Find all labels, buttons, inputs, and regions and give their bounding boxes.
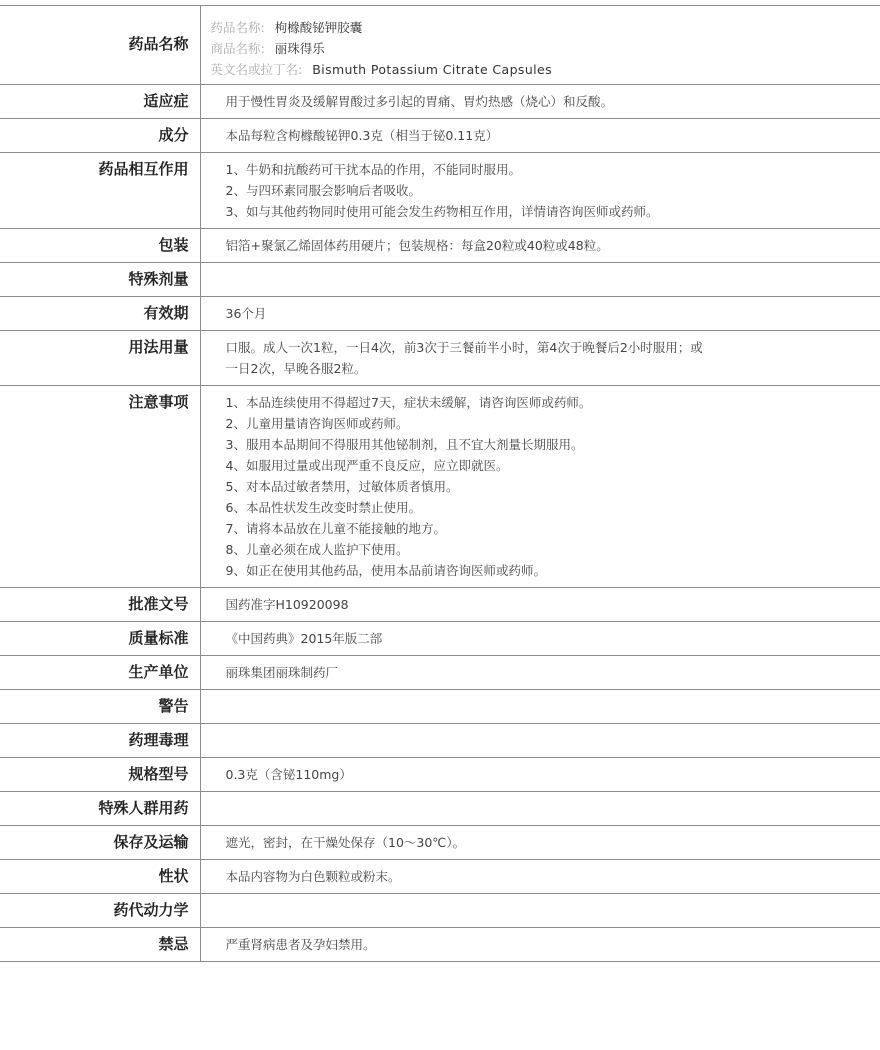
spec-value-line: 铝箔+聚氯乙烯固体药用硬片；包装规格：每盒20粒或40粒或48粒。 (225, 238, 609, 253)
trade-name-row (211, 38, 880, 59)
spec-value-line: 36个月 (225, 306, 267, 321)
spec-label: 特殊人群用药 (0, 792, 200, 826)
spec-row (0, 928, 880, 962)
spec-value-line: 用于慢性胃炎及缓解胃酸过多引起的胃痛、胃灼热感（烧心）和反酸。 (225, 94, 614, 109)
spec-label: 药理毒理 (0, 724, 200, 758)
spec-row (0, 758, 880, 792)
spec-row (0, 656, 880, 690)
spec-row (0, 690, 880, 724)
spec-value-line: 3、如与其他药物同时使用可能会发生药物相互作用，详情请咨询医师或药师。 (225, 204, 659, 219)
spec-value-line: 口服。成人一次1粒，一日4次，前3次于三餐前半小时，第4次于晚餐后2小时服用；或 (225, 340, 703, 355)
spec-value-line: 2、儿童用量请咨询医师或药师。 (225, 416, 409, 431)
english-name-value: Bismuth Potassium Citrate Capsules (312, 62, 553, 77)
spec-value (200, 331, 880, 386)
spec-row-drug-name (0, 6, 880, 85)
drug-spec-table-body (0, 6, 880, 962)
spec-label: 质量标准 (0, 622, 200, 656)
spec-value (200, 85, 880, 119)
english-name-row (211, 59, 880, 80)
spec-label: 用法用量 (0, 331, 200, 386)
spec-value (200, 622, 880, 656)
spec-value-line: 9、如正在使用其他药品，使用本品前请咨询医师或药师。 (225, 563, 546, 578)
spec-label: 成分 (0, 119, 200, 153)
spec-value-line: 本品每粒含枸橼酸铋钾0.3克（相当于铋0.11克） (225, 128, 499, 143)
spec-label: 保存及运输 (0, 826, 200, 860)
spec-row (0, 85, 880, 119)
spec-label: 有效期 (0, 297, 200, 331)
spec-label: 特殊剂量 (0, 263, 200, 297)
spec-value (200, 826, 880, 860)
spec-value-line: 0.3克（含铋110mg） (225, 767, 352, 782)
english-name-key: 英文名或拉丁名: (210, 62, 303, 77)
spec-row (0, 792, 880, 826)
spec-value-line: 2、与四环素同服会影响后者吸收。 (225, 183, 421, 198)
spec-value-line: 4、如服用过量或出现严重不良反应，应立即就医。 (225, 458, 509, 473)
spec-value (200, 297, 880, 331)
spec-value-empty (226, 696, 880, 717)
spec-label: 警告 (0, 690, 200, 724)
drug-spec-table (0, 5, 880, 962)
spec-value (200, 792, 880, 826)
spec-row (0, 263, 880, 297)
spec-value (200, 153, 880, 229)
spec-value (200, 724, 880, 758)
spec-row (0, 860, 880, 894)
spec-value-line: 1、本品连续使用不得超过7天，症状未缓解，请咨询医师或药师。 (225, 395, 592, 410)
spec-value-empty (226, 798, 880, 819)
spec-value-line: 1、牛奶和抗酸药可干扰本品的作用，不能同时服用。 (225, 162, 521, 177)
spec-row (0, 894, 880, 928)
spec-value (200, 386, 880, 588)
spec-value-line: 5、对本品过敏者禁用，过敏体质者慎用。 (225, 479, 459, 494)
drug-name-block (200, 6, 880, 85)
spec-label: 药品相互作用 (0, 153, 200, 229)
spec-value-line: 7、请将本品放在儿童不能接触的地方。 (225, 521, 446, 536)
spec-label: 适应症 (0, 85, 200, 119)
spec-value (200, 588, 880, 622)
spec-value-line: 8、儿童必须在成人监护下使用。 (225, 542, 409, 557)
spec-row (0, 153, 880, 229)
spec-label: 批准文号 (0, 588, 200, 622)
spec-value (200, 263, 880, 297)
spec-value (200, 860, 880, 894)
spec-label: 包装 (0, 229, 200, 263)
spec-row (0, 297, 880, 331)
generic-name-value: 枸橼酸铋钾胶囊 (274, 20, 363, 35)
spec-label-drug-name: 药品名称 (0, 6, 200, 85)
spec-value (200, 894, 880, 928)
spec-row (0, 724, 880, 758)
spec-row (0, 229, 880, 263)
spec-value-empty (226, 900, 880, 921)
spec-label: 注意事项 (0, 386, 200, 588)
spec-value (200, 656, 880, 690)
spec-label: 生产单位 (0, 656, 200, 690)
spec-value (200, 690, 880, 724)
spec-value-line: 丽珠集团丽珠制药厂 (225, 665, 339, 680)
spec-row (0, 386, 880, 588)
spec-value-line: 一日2次，早晚各服2粒。 (225, 361, 367, 376)
spec-value (200, 119, 880, 153)
generic-name-key: 药品名称: (210, 20, 265, 35)
spec-label: 性状 (0, 860, 200, 894)
spec-row (0, 588, 880, 622)
trade-name-value: 丽珠得乐 (274, 41, 325, 56)
spec-value-line: 《中国药典》2015年版二部 (225, 631, 383, 646)
spec-value-line: 严重肾病患者及孕妇禁用。 (225, 937, 376, 952)
spec-label: 规格型号 (0, 758, 200, 792)
trade-name-key: 商品名称: (210, 41, 265, 56)
drug-spec-sheet (0, 5, 880, 962)
spec-value-line: 遮光，密封，在干燥处保存（10～30℃）。 (225, 835, 466, 850)
spec-row (0, 622, 880, 656)
spec-row (0, 119, 880, 153)
spec-value-line: 3、服用本品期间不得服用其他铋制剂，且不宜大剂量长期服用。 (225, 437, 584, 452)
spec-value-empty (226, 730, 880, 751)
spec-value-line: 6、本品性状发生改变时禁止使用。 (225, 500, 421, 515)
spec-value-empty (226, 269, 880, 290)
spec-row (0, 331, 880, 386)
spec-value (200, 928, 880, 962)
spec-label: 药代动力学 (0, 894, 200, 928)
spec-label: 禁忌 (0, 928, 200, 962)
spec-value (200, 229, 880, 263)
spec-row (0, 826, 880, 860)
generic-name-row (211, 17, 880, 38)
spec-value-line: 本品内容物为白色颗粒或粉末。 (225, 869, 401, 884)
spec-value (200, 758, 880, 792)
spec-value-line: 国药准字H10920098 (225, 597, 349, 612)
